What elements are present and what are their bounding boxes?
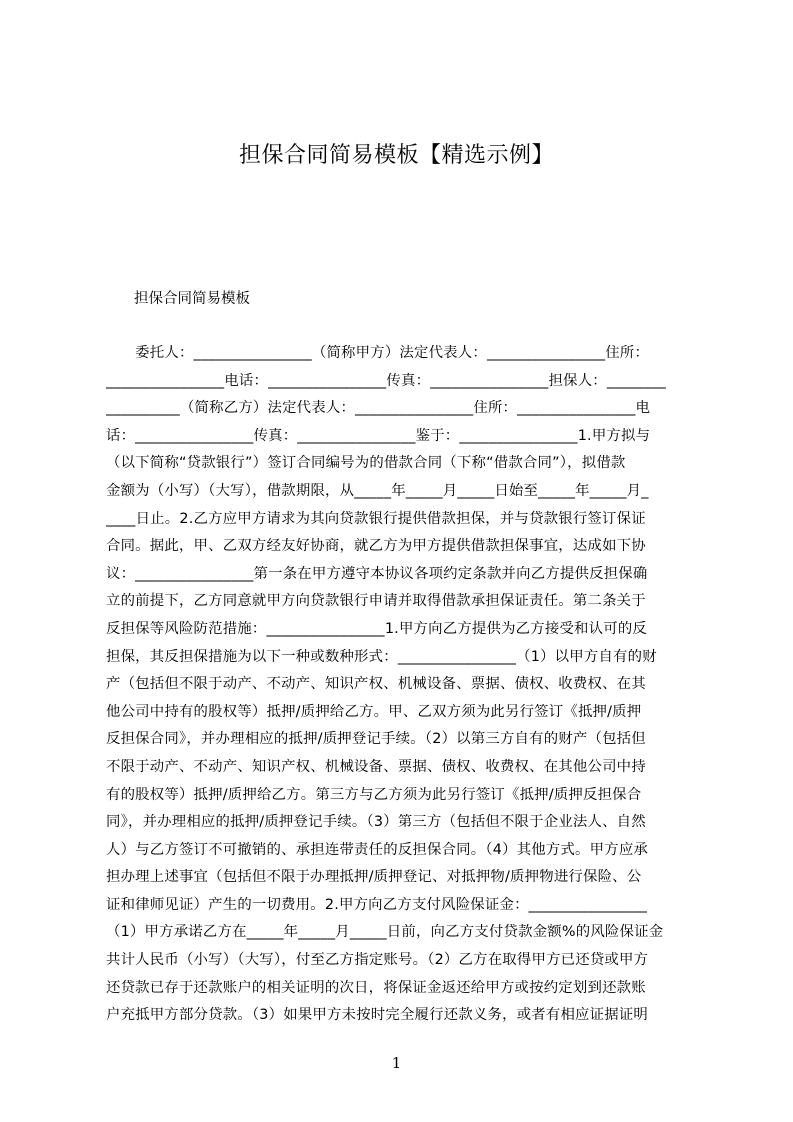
body-line: __________（简称乙方）法定代表人：________________住所：________________电 bbox=[106, 400, 651, 417]
body-line: （以下简称“贷款银行”）签订合同编号为的借款合同（下称“借款合同”），拟借款 bbox=[106, 455, 626, 472]
document-subtitle: 担保合同简易模板 bbox=[134, 291, 250, 307]
body-line: 委托人：________________（简称甲方）法定代表人：________________住所： bbox=[106, 345, 650, 361]
body-line: 担保，其反担保措施为以下一种或数种形式：________________（1）以甲方自有的财 bbox=[106, 648, 657, 665]
body-line: 证和律师见证）产生的一切费用。2.甲方向乙方支付风险保证金：________________ bbox=[106, 896, 647, 913]
body-line: 反担保等风险防范措施：________________1.甲方向乙方提供为乙方接受和认可的反 bbox=[106, 620, 647, 637]
body-line: 人）与乙方签订不可撤销的、承担连带责任的反担保合同。（4）其他方式。甲方应承 bbox=[106, 841, 649, 858]
body-line: 有的股权等）抵押/质押给乙方。第三方与乙方须为此另行签订《抵押/质押反担保合 bbox=[106, 786, 642, 803]
body-line: 产（包括但不限于动产、不动产、知识产权、机械设备、票据、债权、收费权、在其 bbox=[106, 676, 646, 693]
document-title: 担保合同简易模板【精选示例】 bbox=[238, 143, 554, 168]
body-line: 还贷款已存于还款账户的相关证明的次日，将保证金返还给甲方或按约定划到还款账 bbox=[106, 979, 646, 996]
body-line: 户充抵甲方部分贷款。（3）如果甲方未按时完全履行还款义务，或者有相应证据证明 bbox=[106, 1007, 649, 1024]
body-line: 立的前提下，乙方同意就甲方向贷款银行申请并取得借款承担保证责任。第二条关于 bbox=[106, 593, 646, 610]
body-line: 担办理上述事宜（包括但不限于办理抵押/质押登记、对抵押物/质押物进行保险、公 bbox=[106, 869, 642, 886]
body-line: ________________电话：________________传真：________________担保人：________ bbox=[106, 372, 667, 389]
body-line: 议：________________第一条在甲方遵守本协议各项约定条款并向乙方提供反担保确 bbox=[106, 565, 648, 582]
body-line: 反担保合同》，并办理相应的抵押/质押登记手续。（2）以第三方自有的财产（包括但 bbox=[106, 731, 646, 748]
body-line: ____日止。2.乙方应甲方请求为其向贷款银行提供借款担保，并与贷款银行签订保证 bbox=[106, 510, 646, 527]
body-line: 同》，并办理相应的抵押/质押登记手续。（3）第三方（包括但不限于企业法人、自然 bbox=[106, 814, 646, 831]
body-line: 合同。据此，甲、乙双方经友好协商，就乙方为甲方提供借款担保事宜，达成如下协 bbox=[106, 538, 646, 555]
document-body bbox=[106, 340, 696, 1030]
body-line: （1）甲方承诺乙方在_____年_____月_____日前，向乙方支付贷款金额%的风险保证金 bbox=[106, 924, 664, 941]
body-line: 金额为（小写）（大写），借款期限，从_____年_____月_____日始至_____年_____月_ bbox=[106, 482, 649, 499]
page-number: 1 bbox=[391, 1054, 402, 1072]
body-line: 话：________________传真：________________鉴于：________________1.甲方拟与 bbox=[106, 427, 651, 444]
body-line: 共计人民币（小写）（大写），付至乙方指定账号。（2）乙方在取得甲方已还贷或甲方 bbox=[106, 952, 649, 969]
body-line: 不限于动产、不动产、知识产权、机械设备、票据、债权、收费权、在其他公司中持 bbox=[106, 758, 646, 775]
body-line: 他公司中持有的股权等）抵押/质押给乙方。甲、乙双方须为此另行签订《抵押/质押 bbox=[106, 703, 642, 720]
